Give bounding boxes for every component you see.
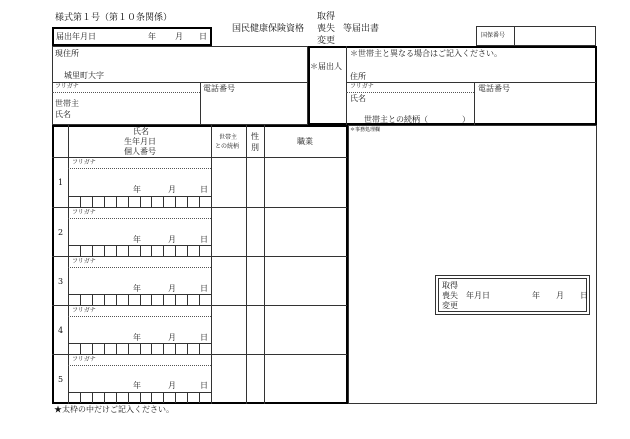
personal-number-cell-divider: [151, 196, 152, 207]
personal-number-cell-divider: [92, 294, 93, 305]
kokuho-number-label: 国保番号: [481, 32, 506, 39]
row-5-year-unit: 年: [133, 381, 141, 390]
personal-number-cell-divider: [175, 294, 176, 305]
footer-note: ★太枠の中だけご記入ください。: [54, 405, 174, 414]
address-value[interactable]: 城里町大字: [64, 71, 104, 80]
member-table: [52, 125, 348, 404]
row-5-month-unit: 月: [168, 381, 176, 390]
householder-block: [52, 46, 308, 125]
stamp-type-acquire: 取得: [442, 281, 458, 290]
personal-number-cell-divider: [140, 196, 141, 207]
personal-number-cell-divider: [199, 245, 200, 256]
personal-number-cell-divider: [116, 392, 117, 403]
personal-number-cell-divider: [104, 294, 105, 305]
row-2-day-unit: 日: [200, 235, 208, 244]
personal-number-cell-divider: [187, 245, 188, 256]
row-5-number: 5: [58, 375, 64, 384]
personal-number-cell-divider: [128, 294, 129, 305]
personal-number-cell-divider: [140, 245, 141, 256]
householder-furigana-label: フリガナ: [55, 83, 79, 90]
notifier-furigana-label: フリガナ: [350, 83, 374, 90]
personal-number-cell-divider: [163, 196, 164, 207]
notifier-relation-label: 世帯主との続柄（: [364, 115, 428, 124]
row-4-month-unit: 月: [168, 333, 176, 342]
notifier-name-label: 氏名: [350, 94, 366, 103]
filing-year-unit: 年: [148, 32, 156, 41]
form-title-type-change: 変更: [317, 36, 336, 46]
form-title-main: 国民健康保険資格: [232, 24, 305, 34]
row-1-month-unit: 月: [168, 185, 176, 194]
personal-number-cell-divider: [151, 392, 152, 403]
personal-number-cell-divider: [80, 294, 81, 305]
stamp-type-change: 変更: [442, 301, 458, 310]
personal-number-cell-divider: [116, 245, 117, 256]
stamp-box-inner: [438, 278, 587, 312]
header-sex-1: 性: [251, 132, 259, 141]
form-title-type-loss: 喪失: [317, 24, 336, 34]
row-3-day-unit: 日: [200, 284, 208, 293]
row-4-furigana: フリガナ: [72, 307, 96, 314]
row-2-furigana: フリガナ: [72, 209, 96, 216]
notifier-mark: ＊届出人: [310, 62, 342, 71]
header-birthdate: 生年月日: [124, 137, 156, 146]
row-5-day-unit: 日: [200, 381, 208, 390]
office-use-label: ＊事務処理欄: [350, 127, 381, 133]
row-4-year-unit: 年: [133, 333, 141, 342]
personal-number-cell-divider: [128, 196, 129, 207]
personal-number-cell-divider: [104, 245, 105, 256]
personal-number-cell-divider: [175, 245, 176, 256]
personal-number-cell-divider: [187, 294, 188, 305]
personal-number-cell-divider: [92, 392, 93, 403]
notifier-note: ＊世帯主と異なる場合はご記入ください。: [350, 49, 502, 58]
personal-number-cell-divider: [151, 294, 152, 305]
form-title-suffix: 等届出書: [343, 24, 380, 34]
row-3-number: 3: [58, 277, 64, 286]
header-relation-2: との続柄: [215, 143, 240, 150]
personal-number-cell-divider: [163, 392, 164, 403]
personal-number-cell-divider: [116, 343, 117, 354]
header-relation-1: 世帯主: [219, 134, 238, 141]
row-1-furigana: フリガナ: [72, 159, 96, 166]
personal-number-cell-divider: [187, 196, 188, 207]
form-title-type-acquire: 取得: [317, 12, 336, 22]
personal-number-cell-divider: [104, 343, 105, 354]
row-2-year-unit: 年: [133, 235, 141, 244]
header-name: 氏名: [133, 127, 149, 136]
personal-number-cell-divider: [163, 245, 164, 256]
personal-number-cell-divider: [187, 392, 188, 403]
personal-number-cell-divider: [140, 294, 141, 305]
row-5-furigana: フリガナ: [72, 356, 96, 363]
personal-number-cell-divider: [163, 294, 164, 305]
filing-date-label: 届出年月日: [56, 32, 96, 41]
row-2-number: 2: [58, 228, 64, 237]
stamp-day-unit: 日: [580, 291, 588, 300]
personal-number-cell-divider: [92, 343, 93, 354]
personal-number-cell-divider: [80, 392, 81, 403]
form-number: 様式第１号（第１０条関係）: [55, 13, 173, 23]
personal-number-cell-divider: [116, 196, 117, 207]
office-use-area: [348, 125, 597, 404]
row-1-year-unit: 年: [133, 185, 141, 194]
personal-number-cell-divider: [175, 392, 176, 403]
personal-number-cell-divider: [104, 392, 105, 403]
personal-number-cell-divider: [187, 343, 188, 354]
row-2-month-unit: 月: [168, 235, 176, 244]
notifier-relation-close: ）: [462, 115, 470, 124]
householder-label: 世帯主: [55, 99, 79, 108]
personal-number-cell-divider: [175, 343, 176, 354]
notifier-address-label: 住所: [350, 72, 366, 81]
stamp-year-unit: 年: [532, 291, 540, 300]
householder-name-label: 氏名: [55, 110, 71, 119]
personal-number-cell-divider: [140, 392, 141, 403]
personal-number-cell-divider: [199, 294, 200, 305]
personal-number-cell-divider: [80, 343, 81, 354]
personal-number-cell-divider: [92, 245, 93, 256]
row-4-day-unit: 日: [200, 333, 208, 342]
personal-number-cell-divider: [175, 196, 176, 207]
notifier-phone-label: 電話番号: [478, 84, 510, 93]
row-4-number: 4: [58, 326, 64, 335]
personal-number-cell-divider: [151, 343, 152, 354]
filing-month-unit: 月: [175, 32, 183, 41]
personal-number-cell-divider: [128, 343, 129, 354]
stamp-date-label: 年月日: [466, 291, 490, 300]
personal-number-cell-divider: [104, 196, 105, 207]
personal-number-cell-divider: [140, 343, 141, 354]
row-1-day-unit: 日: [200, 185, 208, 194]
header-personal-number: 個人番号: [124, 147, 156, 156]
header-job: 職業: [297, 137, 313, 146]
row-1-number: 1: [58, 178, 64, 187]
stamp-type-loss: 喪失: [442, 291, 458, 300]
personal-number-cell-divider: [80, 196, 81, 207]
personal-number-cell-divider: [151, 245, 152, 256]
header-sex-2: 別: [251, 143, 259, 152]
personal-number-cell-divider: [128, 245, 129, 256]
householder-phone-label: 電話番号: [203, 84, 235, 93]
stamp-month-unit: 月: [556, 291, 564, 300]
row-3-furigana: フリガナ: [72, 258, 96, 265]
row-3-month-unit: 月: [168, 284, 176, 293]
personal-number-cell-divider: [92, 196, 93, 207]
address-label: 現住所: [55, 49, 79, 58]
row-3-year-unit: 年: [133, 284, 141, 293]
filing-day-unit: 日: [199, 32, 207, 41]
personal-number-cell-divider: [199, 392, 200, 403]
personal-number-cell-divider: [128, 392, 129, 403]
personal-number-cell-divider: [163, 343, 164, 354]
personal-number-cell-divider: [116, 294, 117, 305]
personal-number-cell-divider: [199, 343, 200, 354]
personal-number-cell-divider: [80, 245, 81, 256]
personal-number-cell-divider: [199, 196, 200, 207]
